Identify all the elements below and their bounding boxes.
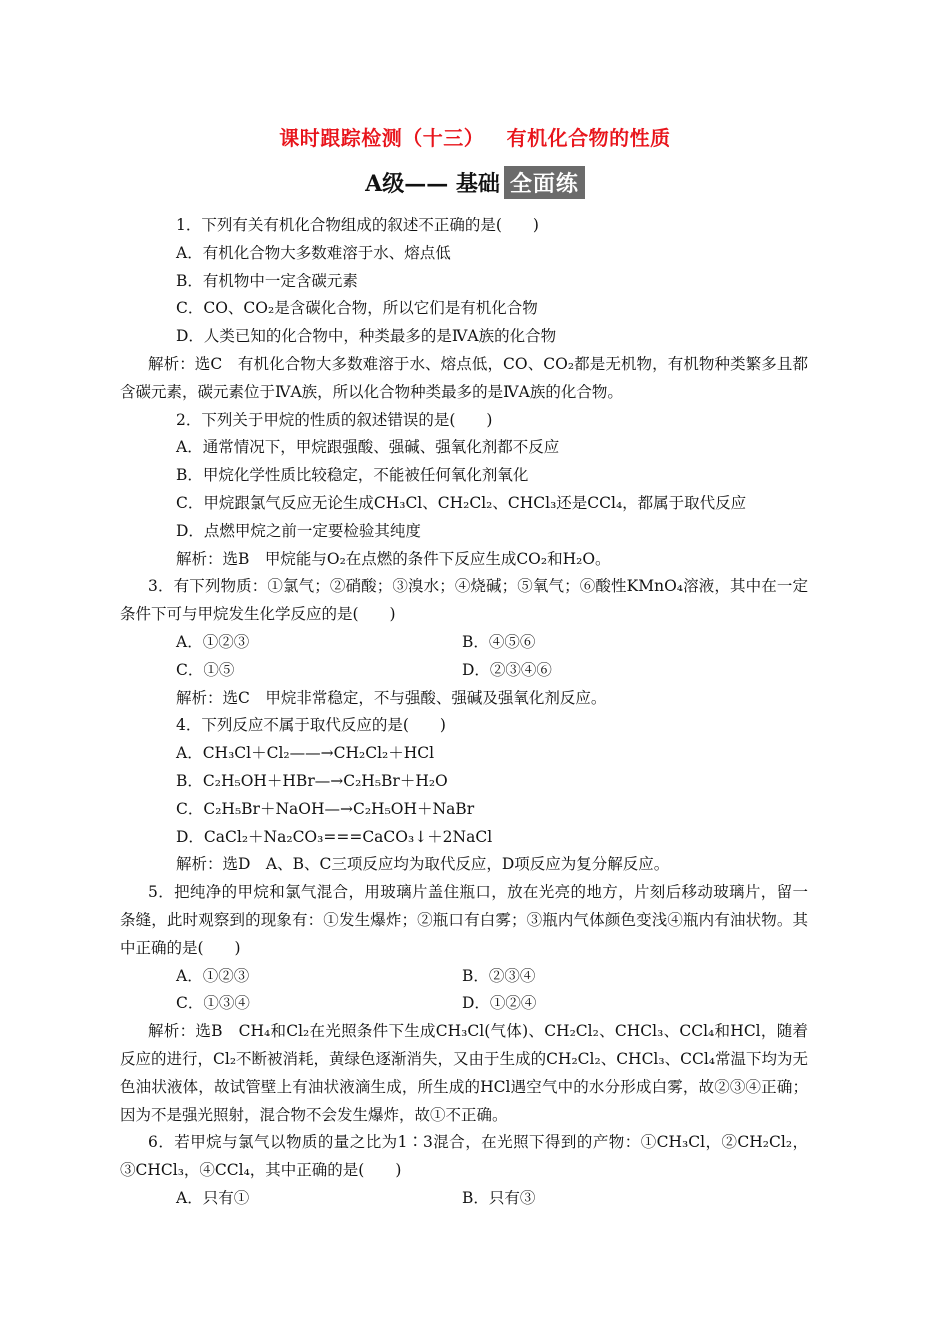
question-list: [120, 212, 808, 1213]
section-heading: [0, 166, 950, 199]
level-badge: 全面练: [504, 166, 585, 199]
q3-option-c: C．①⑤: [176, 660, 235, 679]
q5-option-c: C．①③④: [176, 994, 250, 1013]
q1-option-b: B．有机物中一定含碳元素: [176, 271, 358, 290]
q2-option-a: A．通常情况下，甲烷跟强酸、强碱、强氧化剂都不反应: [176, 438, 560, 457]
page-title: 课时跟踪检测（十三） 有机化合物的性质: [279, 126, 671, 150]
q1-option-d: D．人类已知的化合物中，种类最多的是ⅣA族的化合物: [176, 327, 557, 346]
q2-option-c: C．甲烷跟氯气反应无论生成CH₃Cl、CH₂Cl₂、CHCl₃还是CCl₄，都属于取代反应: [176, 493, 747, 512]
q2-stem: 2．下列关于甲烷的性质的叙述错误的是( ): [176, 410, 493, 429]
q1-option-a: A．有机化合物大多数难溶于水、熔点低: [176, 243, 451, 262]
q3-option-a: A．①②③: [176, 632, 250, 651]
q2-option-d: D．点燃甲烷之前一定要检验其纯度: [176, 521, 421, 540]
q4-analysis: 解析：选D A、B、C三项反应均为取代反应，D项反应为复分解反应。: [176, 855, 670, 874]
level-label: A级—— 基础: [365, 171, 500, 197]
q3-stem: 3．有下列物质：①氯气；②硝酸；③溴水；④烧碱；⑤氧气；⑥酸性KMnO₄溶液，其中在一定条件下可与甲烷发生化学反应的是( ): [120, 577, 808, 624]
q2-analysis: 解析：选B 甲烷能与O₂在点燃的条件下反应生成CO₂和H₂O。: [176, 549, 611, 568]
q6-option-a: A．只有①: [176, 1188, 250, 1207]
q6-options-row-1: [148, 1185, 808, 1213]
q4-option-d: D．CaCl₂＋Na₂CO₃===CaCO₃↓＋2NaCl: [176, 827, 493, 846]
q4-stem: 4．下列反应不属于取代反应的是( ): [176, 716, 446, 735]
q5-option-b: B．②③④: [462, 966, 536, 985]
q3-option-b: B．④⑤⑥: [462, 632, 536, 651]
q5-options-row-1: [148, 963, 808, 991]
q5-option-a: A．①②③: [176, 966, 250, 985]
q4-option-b: B．C₂H₅OH＋HBr—→C₂H₅Br＋H₂O: [176, 771, 448, 790]
q5-analysis: 解析：选B CH₄和Cl₂在光照条件下生成CH₃Cl(气体)、CH₂Cl₂、CHCl₃、CCl₄和HCl，随着反应的进行，Cl₂不断被消耗，黄绿色逐渐消失，又由于生成的CH₂Cl₂、CHCl₃、CCl₄常温下均为无色油状液体，故试管壁上有油状液滴生成，所生成的HCl遇空气中的水分形成白雾，故②③④正确；因为不是强光照射，混合物不会发生爆炸，故①不正确。: [120, 1022, 808, 1124]
q4-option-c: C．C₂H₅Br＋NaOH—→C₂H₅OH＋NaBr: [176, 799, 475, 818]
q1-stem: 1．下列有关有机化合物组成的叙述不正确的是( ): [176, 216, 539, 234]
q5-option-d: D．①②④: [462, 994, 537, 1013]
q5-stem: 5．把纯净的甲烷和氯气混合，用玻璃片盖住瓶口，放在光亮的地方，片刻后移动玻璃片，留一条缝，此时观察到的现象有：①发生爆炸；②瓶口有白雾；③瓶内气体颜色变浅④瓶内有油状物。其中正确的是( ): [120, 883, 808, 957]
q1-analysis: 解析：选C 有机化合物大多数难溶于水、熔点低，CO、CO₂都是无机物，有机物种类繁多且都含碳元素，碳元素位于ⅣA族，所以化合物种类最多的是ⅣA族的化合物。: [120, 354, 808, 401]
q4-option-a: A．CH₃Cl＋Cl₂——→CH₂Cl₂＋HCl: [176, 744, 435, 763]
q3-analysis: 解析：选C 甲烷非常稳定，不与强酸、强碱及强氧化剂反应。: [176, 688, 607, 707]
q6-option-b: B．只有③: [462, 1188, 536, 1207]
q3-options-row-2: [148, 657, 808, 685]
q1-option-c: C．CO、CO₂是含碳化合物，所以它们是有机化合物: [176, 299, 538, 318]
q5-options-row-2: [148, 990, 808, 1018]
q3-option-d: D．②③④⑥: [462, 660, 552, 679]
q2-option-b: B．甲烷化学性质比较稳定，不能被任何氧化剂氧化: [176, 466, 529, 485]
q6-stem: 6．若甲烷与氯气以物质的量之比为1∶3混合，在光照下得到的产物：①CH₃Cl，②CH₂Cl₂，③CHCl₃，④CCl₄，其中正确的是( ): [120, 1133, 808, 1180]
q3-options-row-1: [148, 629, 808, 657]
